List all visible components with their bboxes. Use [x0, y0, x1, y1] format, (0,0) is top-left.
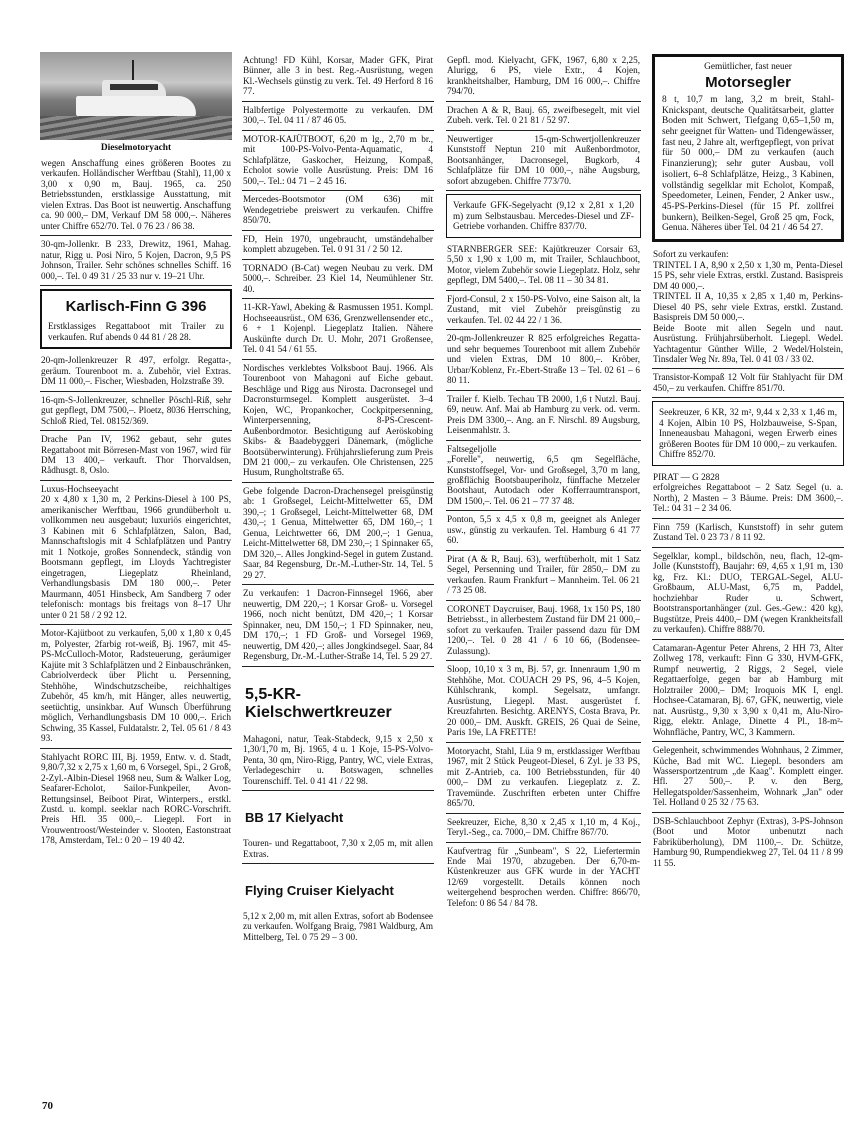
ad-16qm-s-jollenkreuzer: 16-qm-S-Jollenkreuzer, schneller Pöschl-Riß, sehr gut gepflegt, DM 7500,–. Ploetz, 8036 Herrsching, Schloß Ried, Tel. 08152/369.: [40, 392, 232, 431]
ad-finnsegel: Zu verkaufen: 1 Dacron-Finnsegel 1966, aber neuwertig, DM 220,–; 1 Korsar Groß- u. Vorsegel 1966, noch nicht benützt, DM 420,–; 1 Korsar Spinnaker, neu, DM 150,–; 1 FD Spinnaker, neu, DM 170,–; 1 FD Groß- und Vorsegel 1969, neuwertig, DM 420,–; alles Jongkindsegel. Saar, 84 Regensburg, Dr.-M.-Luther-Straße 14, Tel. 5 29 27.: [242, 585, 434, 666]
ad-body: 5,12 x 2,00 m, mit allen Extras, sofort ab Bodensee zu verkaufen. Wolfgang Braig, 7981 Waldburg, Am Mittelberg, Tel. 0 75 29 – 3 00.: [243, 910, 433, 942]
ad-motoryacht-stahl: Motoryacht, Stahl, Lüa 9 m, erstklassiger Werftbau 1967, mit 2 Stück Peugeot-Diesel, 6 Zyl. je 33 PS, mit Z-Antrieb, ca. 100 Betriebsstunden, für 40 000,– DM zu verkaufen. Liegeplatz z. Z. Travemünde. Zuschriften erbeten unter Chiffre 865/70.: [446, 743, 641, 814]
ad-gelegenheit-wohnhaus: Gelegenheit, schwimmendes Wohnhaus, 2 Zimmer, Küche, Bad mit WC. Liegepl. besonders am Wassersportzentrum „de Kaag". Komplett einger. Hfl. 27 500,–. P. v. den Berg, Hellegatspolder/Sassenheim, Wohnark „Jan" oder Tel. Holland 0 25 32 / 75 63.: [652, 742, 844, 813]
ad-box-body: Verkaufe GFK-Segelyacht (9,12 x 2,81 x 1,20 m) zum Selbstausbau. Mercedes-Diesel und ZF-Getriebe vorhanden. Chiffre 837/70.: [453, 200, 634, 232]
ad-gepfl-kielyacht: Gepfl. mod. Kielyacht, GFK, 1967, 6,80 x 2,25, Alurigg, 6 PS, viele Extr., 4 Kojen, krankheitshalber, Hamburg, DM 16 000,–. Chiffre 794/70.: [446, 52, 641, 102]
ad-20qm-r497: 20-qm-Jollenkreuzer R 497, erfolgr. Regatta-, geräum. Tourenboot m. a. Zubehör, viel Extras. DM 11 000,–. Fischer, Wiesbaden, Holzstraße 39.: [40, 352, 232, 391]
ad-20qm-r825: 20-qm-Jollenkreuzer R 825 erfolgreiches Regatta- und sehr bequemes Tourenboot mit allem Zubehör und vielen Extras, DM 10 800,–. Kröber, Urbar/Koblenz, Fr.-Ebert-Straße 13 – Tel. 02 61 – 6 80 11.: [446, 330, 641, 390]
column-2: [242, 52, 434, 1092]
column-1: [40, 52, 232, 1092]
ad-segelklar-jolle: Segelklar, kompl., bildschön, neu, flach, 12-qm-Jolle (Kunststoff), Baujahr: 69, 4,65 x 1,91 m, 130 kg, Frz. Kl.: DUO, TERGAL-Segel, ALU-Großbaum, ALU-Mast, 6,75 m, Paddel, hochziehbar Ruder u. Schwert, Bootstransportanhänger (zul. Ges.-Gew.: 420 kg), Bugstütze, Preis 4400,– DM (wegen Krankheitsfall zu verkaufen). Chiffre 888/70.: [652, 548, 844, 640]
ad-box-seekreuzer-6kr: [652, 401, 844, 465]
ad-luxus-hochseeyacht: Luxus-Hochseeyacht 20 x 4,80 x 1,30 m, 2 Perkins-Diesel à 100 PS, amerikanischer Werftbau, 1966 grundüberholt u. vollkommen neu ausgebaut; luxuriös eingerichtet, 3 Kabinen mit 6 Schlafplätzen, Salon, Bad, Mannschaftslogis mit 4 Schlafplätzen und Pantry mit 1 Notkoje, großes Sonnendeck, ständig von Bootsmann gepflegt, im Lloyds Yachtregister eingetragen, Liegeplatz Rheinland, Verhandlungsbasis DM 180 000,–. Peter Maurmann, 4051 Hinsbeck, Am Sandberg 7 oder telefonisch: montags bis freitags von 8–17 Uhr unter 0 21 58 / 2 92 12.: [40, 481, 232, 625]
ad-seekreuzer-eiche: Seekreuzer, Eiche, 8,30 x 2,45 x 1,10 m, 4 Koj., Teryl.-Seg., ca. 7000,– DM. Chiffre 867/70.: [446, 814, 641, 843]
ad-transistor-kompass: Transistor-Kompaß 12 Volt für Stahlyacht für DM 450,– zu verkaufen. Chiffre 851/70.: [652, 369, 844, 398]
ad-nordisches-volksboot: Nordisches verklebtes Volksboot Bauj. 1966. Als Tourenboot von Mahagoni auf Eiche gebaut. Beschläge und Rigg aus Nirosta. Dacronsegel und Dacronsturmsegel. Komplett ausgerüstet. 3–4 Kojen, WC, Propankocher, Cockpitpersenning, Winterpersenning, 8-PS-Crescent-Außenbordmotor. Besichtigung auf Aeröskobing Skibs- & Baadebyggeri Dänemark, (mögliche Bootsüberwinterung). Frühjahrslieferung zum Preis DM 21 000,– zu verkaufen. Ole Christensen, 225 Husum, Rungholtstraße 65.: [242, 360, 434, 483]
ad-trintel: Sofort zu verkaufen: TRINTEL I A, 8,90 x 2,50 x 1,30 m, Penta-Diesel 15 PS, sehr viele Extras, erstkl. Zustand. Basispreis DM 40 000,–. TRINTEL II A, 10,35 x 2,85 x 1,40 m, Perkins-Diesel 40 PS, sehr viele Extras, erstkl. Zustand. Basispreis DM 50 000,–. Beide Boote mit allen Segeln und naut. Ausrüstung. Frühjahrsüberholt. Liegepl. Wedel. Yachtagentur Günther Wille, 2 Wedel/Holstein, Tinsdaler Weg Nr. 89a, Tel. 0 41 03 / 33 02.: [652, 246, 844, 369]
ad-stahlyacht: Stahlyacht RORC III, Bj. 1959, Entw. v. d. Stadt, 9,80/7,32 x 2,75 x 1,60 m, 6 Vorsegel, Spi., 2 Groß, 2-Zyl.-Albin-Diesel 1968 neu, Sum & Walker Log, Seafarer-Echolot, Sailor-Funkpeiler, Avon-Rettungsinsel, Beiboot Pirat, Winterpers., erstkl. Zustd. u. kompl. seeklar nach RORC-Vorschrift. Preis Hfl. 35 000,–. Liegepl. Fort in Vrouwentroost/Westeinder v. Slooten, Eastonstraat 178, Amsterdam, Tel.: 0 20 – 19 40 42.: [41, 751, 231, 846]
ad-sunbeam: Kaufvertrag für „Sunbeam", S 22, Liefertermin Ende Mai 1970, abzugeben. Der 6,70-m-Küstenkreuzer aus GFK wurde in der YACHT 12/69 vorgestellt. Details können noch weitergehend besprochen werden. Chiffre: 866/70, Telefon: 0 86 54 / 84 78.: [447, 845, 640, 908]
ad-faltsegeljolle: Faltsegeljolle „Forelle", neuwertig, 6,5 qm Segelfläche, Kunststoffsegel, Vor- und Großsegel, 3,70 m lang, großflächig Bootsbauperiholz, fünffache Metzeler Bootshaut, Autodach oder Kofferraumtransport, DM 1500,–. Tel. 06 21 – 77 37 48.: [446, 441, 641, 512]
ad-box-karlisch-finn: [40, 289, 232, 349]
ad-headline: 5,5-KR-Kielschwertkreuzer: [245, 686, 392, 721]
yacht-photo: [40, 52, 232, 140]
ad-drachen-ar: Drachen A & R, Bauj. 65, zweifbesegelt, mit viel Zubeh. verk. Tel. 0 21 81 / 52 97.: [446, 102, 641, 131]
yacht-hull-shape: [76, 96, 196, 118]
ad-polyestermotte: Halbfertige Polyestermotte zu verkaufen. DM 300,–. Tel. 04 11 / 87 46 05.: [242, 102, 434, 131]
ad-mercedes-bootsmotor: Mercedes-Bootsmotor (OM 636) mit Wendegetriebe preiswert zu verkaufen. Chiffre 850/70.: [242, 191, 434, 230]
ad-dsb-schlauchboot: DSB-Schlauchboot Zephyr (Extras), 3-PS-Johnson (Boot und Motor unbenutzt nach Fabriküberholung), DM 1100,–. Dr. Schütze, Hamburg 90, Rumpendiekweg 27, Tel. 04 11 / 8 99 11 55.: [653, 815, 843, 868]
ad-finn-759: Finn 759 (Karlisch, Kunststoff) in sehr gutem Zustand Tel. 0 23 73 / 8 11 92.: [652, 519, 844, 548]
ad-starnberger-see: STARNBERGER SEE: Kajütkreuzer Corsair 63, 5,50 x 1,90 x 1,00 m, mit Trailer, Schlauchboot, Motor, vielem Zubehör sowie Liegeplatz. Holz, sehr gepflegt, DM 5400,–. Tel. 08 11 – 30 34 81.: [446, 241, 641, 291]
ad-box-motorsegler: [652, 54, 844, 242]
ad-headline: Flying Cruiser Kielyacht: [245, 882, 394, 898]
ad-tornado: TORNADO (B-Cat) wegen Neubau zu verk. DM 5000,–. Schreiber. 23 Kiel 14, Neumühlener Str. 40.: [242, 260, 434, 299]
column-4: [652, 52, 844, 1092]
ad-dacron-drachensegel: Gebe folgende Dacron-Drachensegel preisgünstig ab: 1 Großsegel, Leicht-Mittelwetter 65, DM 390,–; 1 Großsegel, Leicht-Mittelwetter 68, DM 430,–; 1 Genua, Mittelwetter 65, DM 160,–; 1 Genua, Leichtwetter 66, DM 200,–; 1 Genua, Leicht-Mittelwetter 68, DM 230,–; 1 Spinnaker 65, DM 320,–. Alles Jongkind-Segel in gutem Zustand. Saar, 84 Regensburg, Dr.-M.-Luther-Str. 14, Tel. 5 29 27.: [242, 483, 434, 585]
ad-motor-kajuetboot: Motor-Kajütboot zu verkaufen, 5,00 x 1,80 x 0,45 m, Polyester, 2farbig rot-weiß, Bj. 1967, mit 45-PS-McCulloch-Motor, Radsteuerung, geräumiger Kajüte mit 3 Schlafplätzen und 2 Einbauschränken, Cabriolverdeck über Plicht u. Persenning, Stehhöhe, Windschutzscheibe, reichhaltiges Zubehör, 45 km/h, mit Hänger, alles neuwertig, seetüchtig, unsinkbar. Auf Wunsch Überführung möglich, Verhandlungsbasis DM 10 000,–. Erich Schwing, 35 Kassel, Fuldatalstr. 2, Tel. 05 61 / 8 43 93.: [40, 625, 232, 748]
column-3: [446, 52, 641, 1092]
ad-box-title: Karlisch-Finn G 396: [65, 298, 207, 316]
yacht-mast-shape: [132, 60, 134, 82]
ad-pirat-g2828: PIRAT — G 2828 erfolgreiches Regattaboot – 2 Satz Segel (u. a. North), 2 Masten – 3 Bäume. Preis: DM 3600,–. Tel.: 04 31 – 2 34 06.: [652, 469, 844, 519]
ad-drache-pan: Drache Pan IV, 1962 gebaut, sehr gutes Regattaboot mit Börresen-Mast von 1967, wird für DM 13 400,– verkauft. Thor Thorvaldsen, Rådhusgt. 8, Oslo.: [40, 431, 232, 481]
ad-box-body: 8 t, 10,7 m lang, 3,2 m breit, Stahl-Knickspant, deutsche Qualitätsarbeit, glatter Boden mit Schwert, Tiefgang 0,65–1,50 m, sehr geeignet für Watten- und Tidengewässer, fast neu, 2 Jahre alt, werftgepflegt, von privat für 50 000,– DM zu verkaufen (auch Finanzierung); sehr guter Ausbau, voll isoliert, 6–8 Schlafplätze, Heizg., 3 Kabinen, vollständig segelklar mit Echolot, Kompaß, Speedometer, Leinen, Fender, 2 Anker usw., 45-PS-Perkins-Diesel (für 15 Pf. zollfrei bunkern), Beilken-Segel, Groß 25 qm, Fock, Genua. Näheres über Tel. 04 21 / 46 54 27.: [662, 94, 834, 234]
page-number: 70: [42, 1100, 53, 1112]
ad-box-body: Seekreuzer, 6 KR, 32 m², 9,44 x 2,33 x 1,46 m, 4 Kojen, Albin 10 PS, Holzbauweise, S-Span, Inneneausbau Mahagoni, wegen Erwerb eines größeren Bootes für DM 10 000,– zu verkaufen. Chiffre 852/70.: [659, 407, 837, 460]
ad-box-kicker: Gemütlicher, fast neuer: [704, 62, 792, 72]
ad-achtung: Achtung! FD Kühl, Korsar, Mader GFK, Pirat Bünner, alle 3 in best. Reg.-Ausrüstung, wegen Kl.-Wechsels günstig zu verk. Tel. 49 Herford 8 16 77.: [242, 52, 434, 102]
ad-fjord-consul: Fjord-Consul, 2 x 150-PS-Volvo, eine Saison alt, la Zustand, mit viel Zubehör preisgünstig zu verkaufen. Tel. 02 44 22 / 1 36.: [446, 291, 641, 330]
ad-body: Touren- und Regattaboot, 7,30 x 2,05 m, mit allen Extras.: [243, 838, 433, 859]
ad-headline: BB 17 Kielyacht: [245, 809, 344, 825]
ad-trailer: Trailer f. Kielb. Techau TB 2000, 1,6 t Nutzl. Bauj. 69, neuw. Anf. Mai ab Hamburg zu verk. od. verm. Preis DM 3300,–. Ang. an F. Nirschl. 89 Augsburg, Leisenmahlstr. 3.: [446, 391, 641, 441]
ad-ponton: Ponton, 5,5 x 4,5 x 0,8 m, geeignet als Anleger usw., günstig zu verkaufen. Tel. Hamburg 6 41 77 60.: [446, 511, 641, 550]
ad-flying-cruiser: [242, 864, 434, 946]
ad-pirat-ar: Pirat (A & R, Bauj. 63), werftüberholt, mit 1 Satz Segel, Persenning und Trailer, für 2850,– DM zu verkaufen. Raum Frankfurt – Mannheim. Tel. 06 21 / 73 25 08.: [446, 551, 641, 601]
water-wake-shape: [40, 116, 232, 140]
photo-caption: Dieselmotoryacht: [100, 143, 172, 153]
ad-neptun-210: Neuwertiger 15-qm-Schwertjollenkreuzer Kunststoff Neptun 210 mit Außenbordmotor, Bootsanhänger, Dacronsegel, Bugkorb, 4 Schlafplätze für DM 10 000,–, nähe Augsburg, sofort abzugeben. Chiffre 773/70.: [446, 131, 641, 191]
ad-kielschwertkreuzer: [242, 667, 434, 792]
ad-box-title: Motorsegler: [705, 73, 791, 91]
ad-motor-kajuetboot-2: MOTOR-KAJÜTBOOT, 6,20 m lg., 2,70 m br., mit 100-PS-Volvo-Penta-Aquamatic, 4 Schlafplätze, Gaskocher, Heizung, Kompaß, Echolot sowie volle Ausrüstung. Preis: DM 16 500,–. Tel.: 04 71 – 2 45 16.: [242, 131, 434, 191]
ad-bb17-kielyacht: [242, 791, 434, 864]
ad-catamaran-agentur: Catamaran-Agentur Peter Ahrens, 2 HH 73, Alter Zollweg 178, verkauft: Finn G 330, HVM-GFK, Rumpf neuwertig, 2 Riggs, 2 Segel, viele Regattaerfolge, gegen bar ab Hamburg mit Holztrailer 2000,– DM; Iroquois MK I, engl. Hochsee-Catamaran, Bj. 67, GFK, neuwertig, viele nat. Ausrüstg., 9,30 x 3,90 x 0,41 m, Alu-Niro-Rigg, elektr. Anlage, Dinette 4 Pl., 18-m²-Wohnfläche, Pantry, WC, 3 Kammern.: [652, 640, 844, 742]
ad-11-kr-yawl: 11-KR-Yawl, Abeking & Rasmussen 1951. Kompl. Hochseeausrüst., OM 636, Grenzwellensender etc., 6 + 1 Kojenpl. Liegeplatz Italien. Nähere Auskünfte durch Dr. U. Mohr, 2071 Großensee, Tel. 0 41 54 / 61 55.: [242, 299, 434, 359]
ad-coronet: CORONET Daycruiser, Bauj. 1968, 1x 150 PS, 180 Betriebsst., in allerbestem Zustand für DM 21 000,– sofort zu verkaufen. Trailer passend dazu für DM 1200,–. Tel. 0 28 41 / 6 10 66, (Bodensee-Zulassung).: [446, 601, 641, 661]
ad-dieselmotoryacht: wegen Anschaffung eines größeren Bootes zu verkaufen. Holländischer Werftbau (Stahl), 11,00 x 3,00 x 0,90 m, Bauj. 1965, ca. 250 Betriebsstunden, erstklassige Ausstattung, mit vielen Extras. Das Boot ist neuwertig. Anschaffung ca. 90 000,– DM, Verkauf DM 58 000,–. Näheres unter Chiffre 652/70. Tel. 0 76 23 / 86 38.: [40, 155, 232, 236]
ad-fd: FD, Hein 1970, ungebraucht, umständehalber komplett abzugeben. Tel. 0 91 31 / 2 50 12.: [242, 231, 434, 260]
ad-body: Mahagoni, natur, Teak-Stabdeck, 9,15 x 2,50 x 1,30/1,70 m, Bj. 1965, 4 u. 1 Koje, 15-PS-Volvo-Penta, 30 qm, Niro-Rigg, Pantry, WC, viele Extras, Verladegeschirr u. Botswagen, schnelles Tourenschiff. Tel. 0 41 41 / 22 98.: [243, 733, 433, 786]
ad-30qm-jollenkreuzer: 30-qm-Jollenkr. B 233, Drewitz, 1961, Mahag. natur, Rigg u. Posi Niro, 5 Kojen, Dacron, 9,5 PS Johnson, Trailer. Sehr schönes schnelles Schiff. 16 000,–. Tel. 0 49 31 / 25 33 nur v. 19–21 Uhr.: [40, 236, 232, 286]
ad-box-gfk-segelyacht: [446, 194, 641, 237]
ad-sloop: Sloop, 10,10 x 3 m, Bj. 57, gr. Innenraum 1,90 m Stehhöhe, Mot. COUACH 29 PS, 96, 4–5 Kojen, Kühlschrank, kompl. Segelsatz, umfangr. Ausrüstung, Liegepl. Mast. ausgerüstet f. Kreuzfahrten. Besichtg. ARENYS, Costa Brava, Pr. 20 000,– DM. Auskft. GREIS, 26 Quai de Seine, Paris 19e, LA FRETTE!: [446, 661, 641, 742]
ad-box-body: Erstklassiges Regattaboot mit Trailer zu verkaufen. Ruf abends 0 44 81 / 28 28.: [48, 321, 224, 342]
yacht-window-shape: [110, 84, 158, 90]
